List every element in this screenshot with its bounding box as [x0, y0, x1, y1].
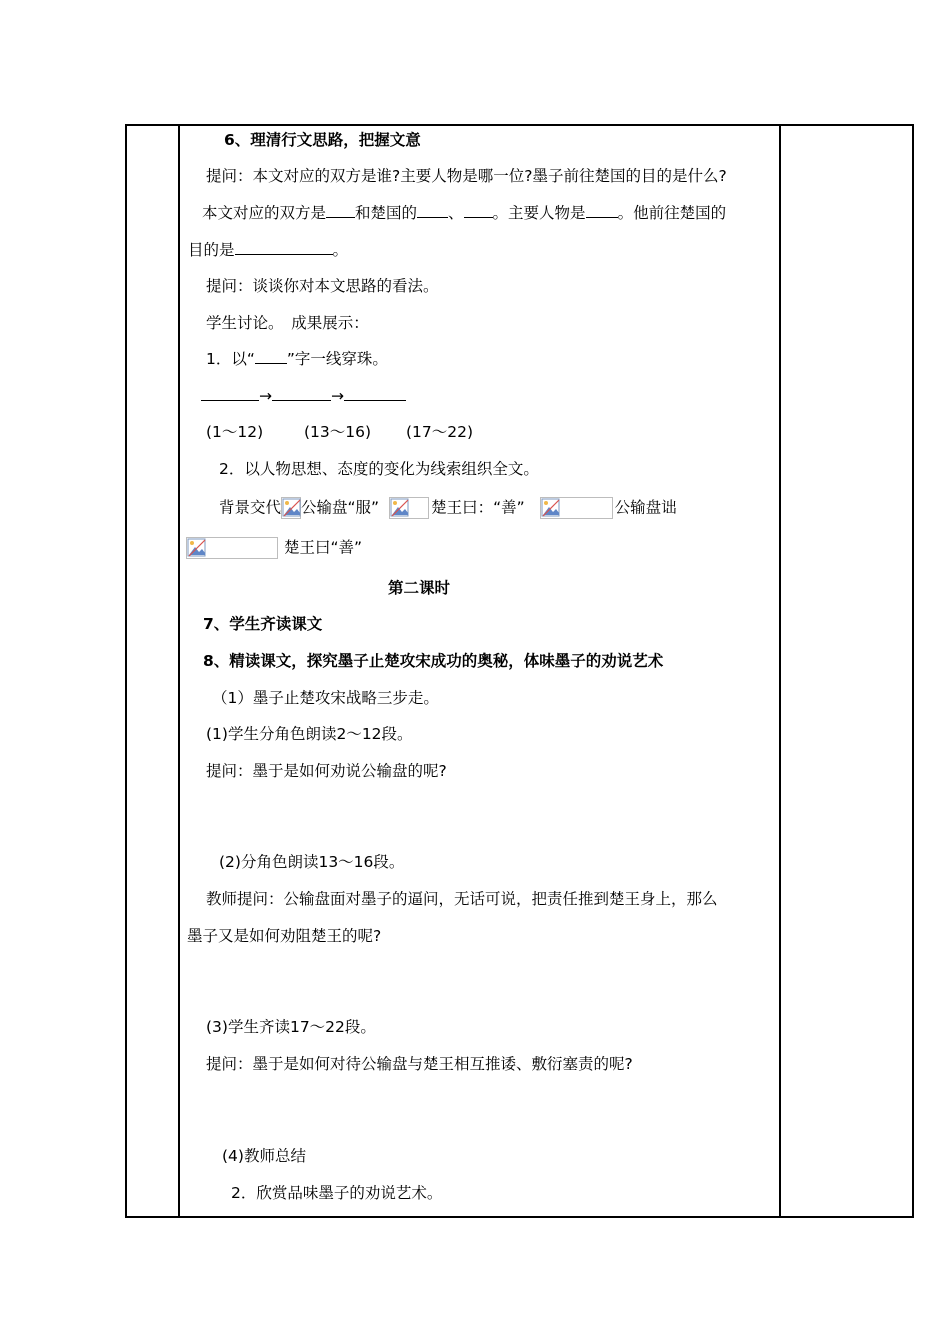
answer-blank[interactable] — [272, 386, 331, 401]
answer-blank[interactable] — [344, 386, 406, 401]
section-heading-6: 6、理清行文思路，把握文意 — [224, 131, 421, 149]
answer-blank[interactable] — [201, 386, 259, 401]
step-3: (3)学生齐读17～22段。 — [206, 1018, 376, 1036]
step-4: (4)教师总结 — [222, 1147, 306, 1165]
method-3: 2．欣赏品味墨子的劝说艺术。 — [231, 1184, 443, 1202]
broken-image-icon — [389, 497, 429, 519]
paragraph-range-3: (17～22) — [406, 423, 474, 441]
step-1: (1)学生分角色朗读2～12段。 — [206, 725, 413, 743]
lesson-2-heading: 第二课时 — [388, 579, 451, 597]
broken-image-icon — [540, 497, 613, 519]
answer-blank[interactable] — [235, 240, 333, 255]
question-2: 提问：谈谈你对本文思路的看法。 — [206, 277, 439, 295]
method-1: 1．以“ ”字一线穿珠。 — [206, 350, 388, 368]
discussion-line: 学生讨论。 成果展示： — [206, 314, 369, 332]
method-2: 2．以人物思想、态度的变化为线索组织全文。 — [219, 460, 539, 478]
question-4a: 教师提问：公输盘面对墨子的逼问，无话可说，把责任推到楚王身上，那么 — [206, 890, 718, 908]
arrow-icon: → — [259, 387, 272, 405]
answer-blank[interactable] — [464, 203, 493, 218]
answer-blank[interactable] — [417, 203, 448, 218]
arrow-icon: → — [331, 387, 344, 405]
answer-blank[interactable] — [586, 203, 618, 218]
broken-image-icon — [186, 537, 278, 559]
step-heading: （1）墨子止楚攻宋战略三步走。 — [212, 689, 439, 707]
paragraph-range-1: (1～12) — [206, 423, 264, 441]
section-heading-8: 8、精读课文，探究墨子止楚攻宋成功的奥秘，体味墨子的劝说艺术 — [203, 652, 664, 670]
flow-line-2: 楚王曰“善” — [186, 537, 362, 559]
broken-image-icon — [281, 497, 301, 519]
arrow-chain — [201, 386, 406, 406]
question-4b: 墨子又是如何劝阻楚王的呢? — [187, 927, 382, 945]
table-divider-right — [779, 126, 781, 1216]
fill-blank-line-2: 目的是 。 — [188, 241, 349, 259]
flow-line-1: 背景交代 公输盘“服” 楚王曰：“善” 公输盘诎 — [219, 497, 677, 519]
fill-blank-line-1: 本文对应的双方是 和楚国的 、 。主要人物是 。他前往楚国的 — [202, 204, 727, 222]
question-1: 提问：本文对应的双方是谁?主要人物是哪一位?墨子前往楚国的目的是什么? — [206, 167, 727, 185]
paragraph-range-2: (13～16) — [304, 423, 372, 441]
answer-blank[interactable] — [255, 349, 287, 364]
step-2: (2)分角色朗读13～16段。 — [219, 853, 405, 871]
question-5: 提问：墨于是如何对待公输盘与楚王相互推诿、敷衍塞责的呢? — [206, 1055, 633, 1073]
table-divider-left — [178, 126, 180, 1216]
question-3: 提问：墨于是如何劝说公输盘的呢? — [206, 762, 447, 780]
answer-blank[interactable] — [326, 203, 355, 218]
section-heading-7: 7、学生齐读课文 — [203, 615, 323, 633]
